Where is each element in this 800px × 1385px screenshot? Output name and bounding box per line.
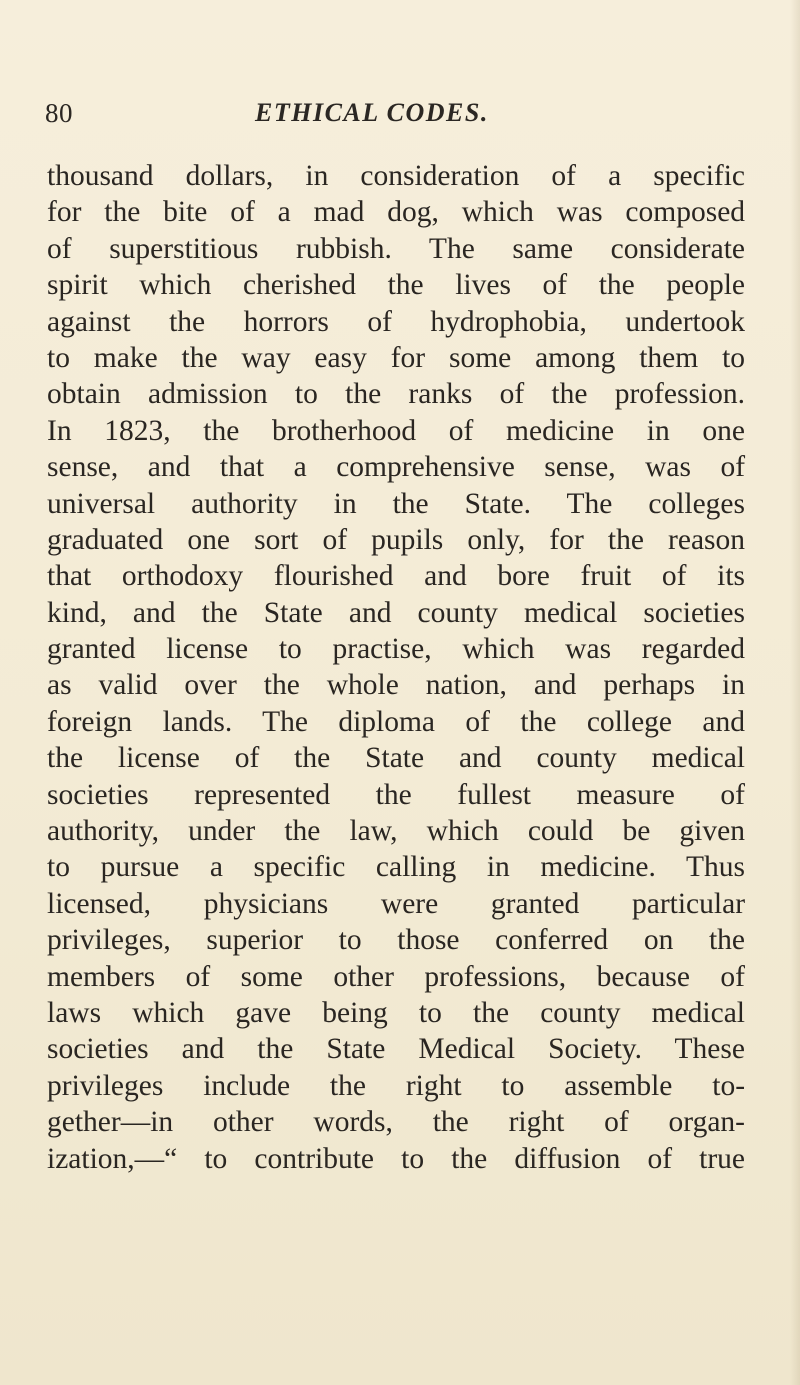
body-text bbox=[47, 158, 745, 1177]
text-line: as valid over the whole nation, and perhaps in bbox=[47, 669, 745, 702]
text-line: laws which gave being to the county medical bbox=[47, 996, 745, 1029]
text-line: members of some other professions, because of bbox=[47, 960, 746, 993]
text-line: spirit which cherished the lives of the people bbox=[47, 269, 746, 302]
text-line: privileges, superior to those conferred on the bbox=[47, 924, 745, 957]
text-line: societies represented the fullest measure of bbox=[47, 778, 745, 811]
text-line: graduated one sort of pupils only, for the reason bbox=[47, 523, 746, 556]
page-number: 80 bbox=[45, 98, 73, 128]
text-line: foreign lands. The diploma of the college and bbox=[47, 705, 745, 738]
text-line: ization,—“ to contribute to the diffusion of true bbox=[47, 1142, 746, 1175]
text-line: to make the way easy for some among them to bbox=[47, 341, 746, 374]
text-line: obtain admission to the ranks of the profession. bbox=[47, 378, 746, 411]
text-line: of superstitious rubbish. The same considerate bbox=[47, 232, 745, 265]
text-line: kind, and the State and county medical societies bbox=[47, 596, 746, 629]
text-line: sense, and that a comprehensive sense, was of bbox=[47, 451, 746, 484]
text-line: societies and the State Medical Society. These bbox=[47, 1033, 745, 1066]
text-line: authority, under the law, which could be given bbox=[47, 815, 745, 848]
text-line: for the bite of a mad dog, which was composed bbox=[47, 196, 746, 229]
text-line: against the horrors of hydrophobia, undertook bbox=[47, 305, 746, 338]
text-line: universal authority in the State. The colleges bbox=[47, 487, 745, 520]
text-line: privileges include the right to assemble to- bbox=[47, 1069, 746, 1102]
text-line: granted license to practise, which was regarded bbox=[47, 633, 745, 666]
text-line: thousand dollars, in consideration of a specific bbox=[47, 160, 746, 192]
text-line: In 1823, the brotherhood of medicine in one bbox=[47, 414, 745, 447]
running-head: ETHICAL CODES. bbox=[255, 98, 489, 127]
text-line: licensed, physicians were granted particular bbox=[47, 887, 746, 920]
text-line: gether—in other words, the right of organ- bbox=[47, 1106, 745, 1139]
page-edge-shadow bbox=[790, 0, 800, 1385]
text-line: that orthodoxy flourished and bore fruit of its bbox=[47, 560, 746, 593]
text-line: to pursue a specific calling in medicine. Thus bbox=[47, 851, 745, 884]
text-line: the license of the State and county medical bbox=[47, 742, 745, 775]
